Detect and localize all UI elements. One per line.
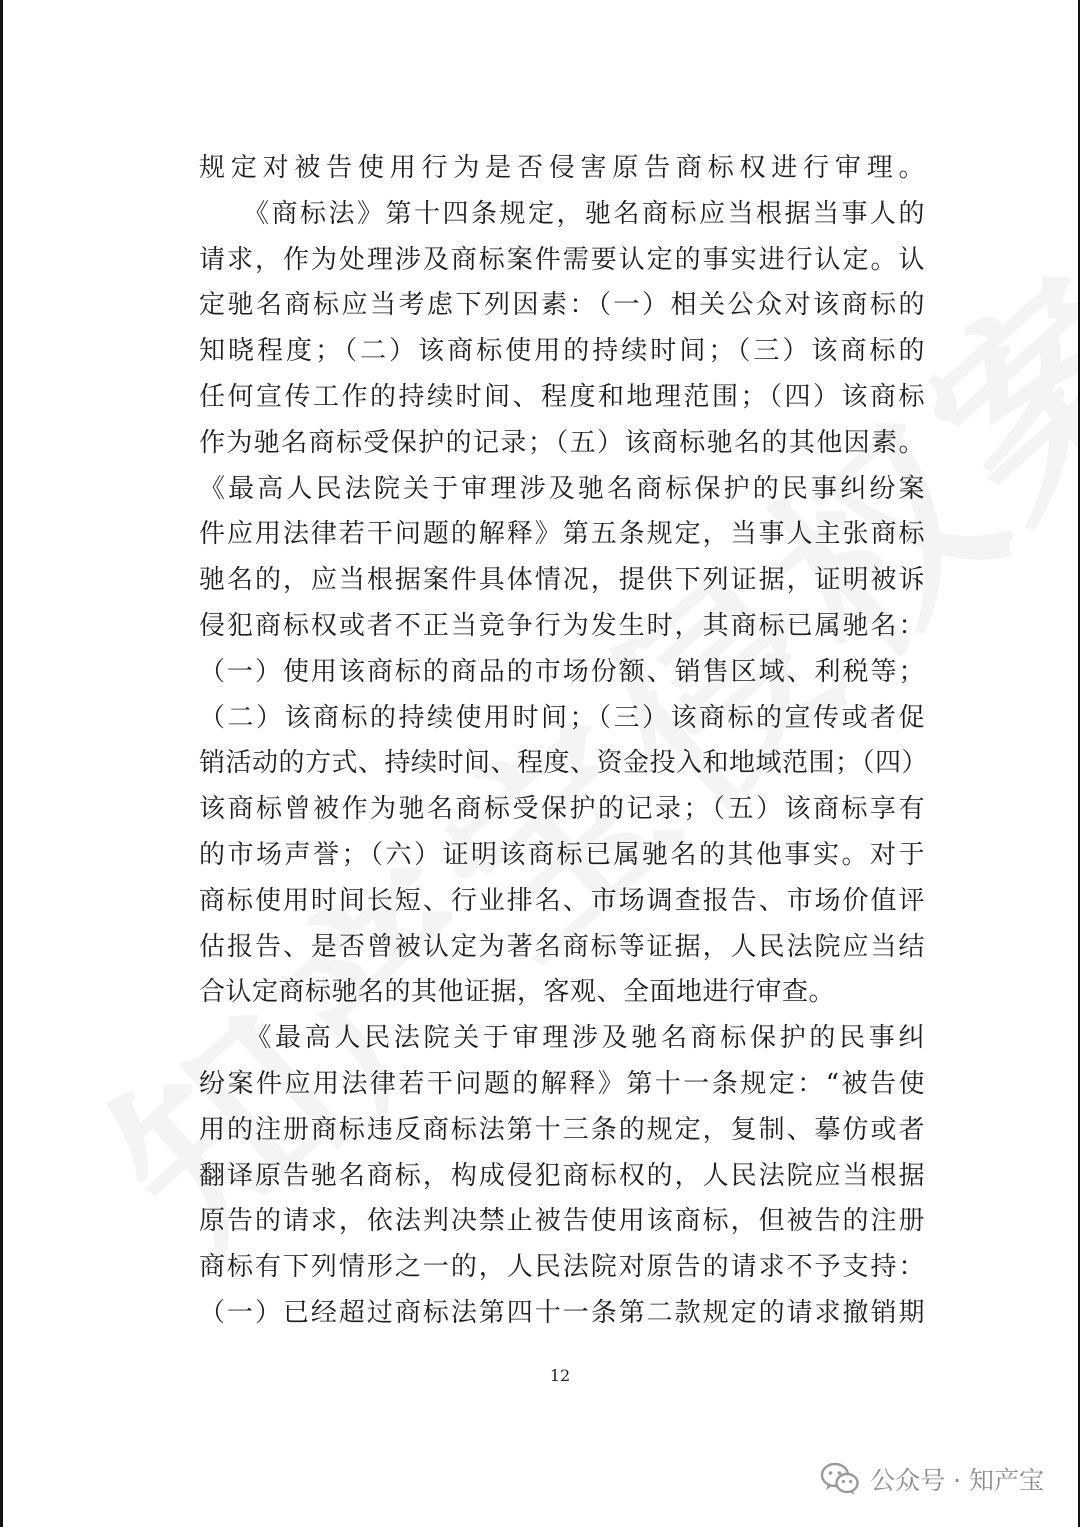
text-line: 《最高人民法院关于审理涉及驰名商标保护的民事纠纷案 (199, 473, 925, 504)
text-line: 侵犯商标权或者不正当竞争行为发生时，其商标已属驰名： (199, 610, 925, 641)
text-line: 商标有下列情形之一的，人民法院对原告的请求不予支持： (199, 1252, 925, 1283)
text-line: 《最高人民法院关于审理涉及驰名商标保护的民事纠 (199, 1023, 925, 1054)
text-line: 规定对被告使用行为是否侵害原告商标权进行审理。 (199, 153, 925, 183)
text-line: 翻译原告驰名商标，构成侵犯商标权的，人民法院应当根据 (199, 1160, 925, 1191)
text-line: 商标使用时间长短、行业排名、市场调查报告、市场价值评 (199, 885, 925, 916)
text-line: 该商标曾被作为驰名商标受保护的记录；（五）该商标享有 (199, 794, 925, 825)
text-line: （二）该商标的持续使用时间；（三）该商标的宣传或者促 (199, 702, 925, 733)
text-line: 纷案件应用法律若干问题的解释》第十一条规定：“被告使 (199, 1068, 925, 1099)
document-body (199, 146, 929, 1337)
text-line: （一）已经超过商标法第四十一条第二款规定的请求撤销期 (199, 1297, 925, 1328)
text-line: 原告的请求，依法判决禁止被告使用该商标，但被告的注册 (199, 1206, 925, 1237)
text-line: 的市场声誉；（六）证明该商标已属驰名的其他事实。对于 (199, 839, 925, 870)
text-line: 请求，作为处理涉及商标案件需要认定的事实进行认定。认 (199, 244, 925, 275)
account-tag[interactable] (820, 1461, 1044, 1497)
wechat-icon (820, 1462, 860, 1496)
text-line: 作为驰名商标受保护的记录；（五）该商标驰名的其他因素。 (199, 427, 925, 458)
text-line: 定驰名商标应当考虑下列因素：（一）相关公众对该商标的 (199, 290, 925, 321)
text-line: 驰名的，应当根据案件具体情况，提供下列证据，证明被诉 (199, 565, 925, 596)
text-line: 估报告、是否曾被认定为著名商标等证据，人民法院应当结 (199, 931, 925, 962)
account-label: 公众号 · 知产宝 (870, 1466, 1044, 1495)
text-line: （一）使用该商标的商品的市场份额、销售区域、利税等； (199, 656, 925, 687)
page-number: 12 (549, 1366, 571, 1385)
text-line: 《商标法》第十四条规定，驰名商标应当根据当事人的 (199, 198, 925, 229)
text-line: 知晓程度；（二）该商标使用的持续时间；（三）该商标的 (199, 336, 925, 367)
text-line: 件应用法律若干问题的解释》第五条规定，当事人主张商标 (199, 519, 925, 550)
text-line: 销活动的方式、持续时间、程度、资金投入和地域范围；（四） (199, 748, 929, 779)
text-line: 用的注册商标违反商标法第十三条的规定，复制、摹仿或者 (199, 1114, 925, 1145)
text-line: 合认定商标驰名的其他证据，客观、全面地进行审查。 (199, 977, 836, 1008)
text-line: 任何宣传工作的持续时间、程度和地理范围；（四）该商标 (199, 381, 925, 412)
